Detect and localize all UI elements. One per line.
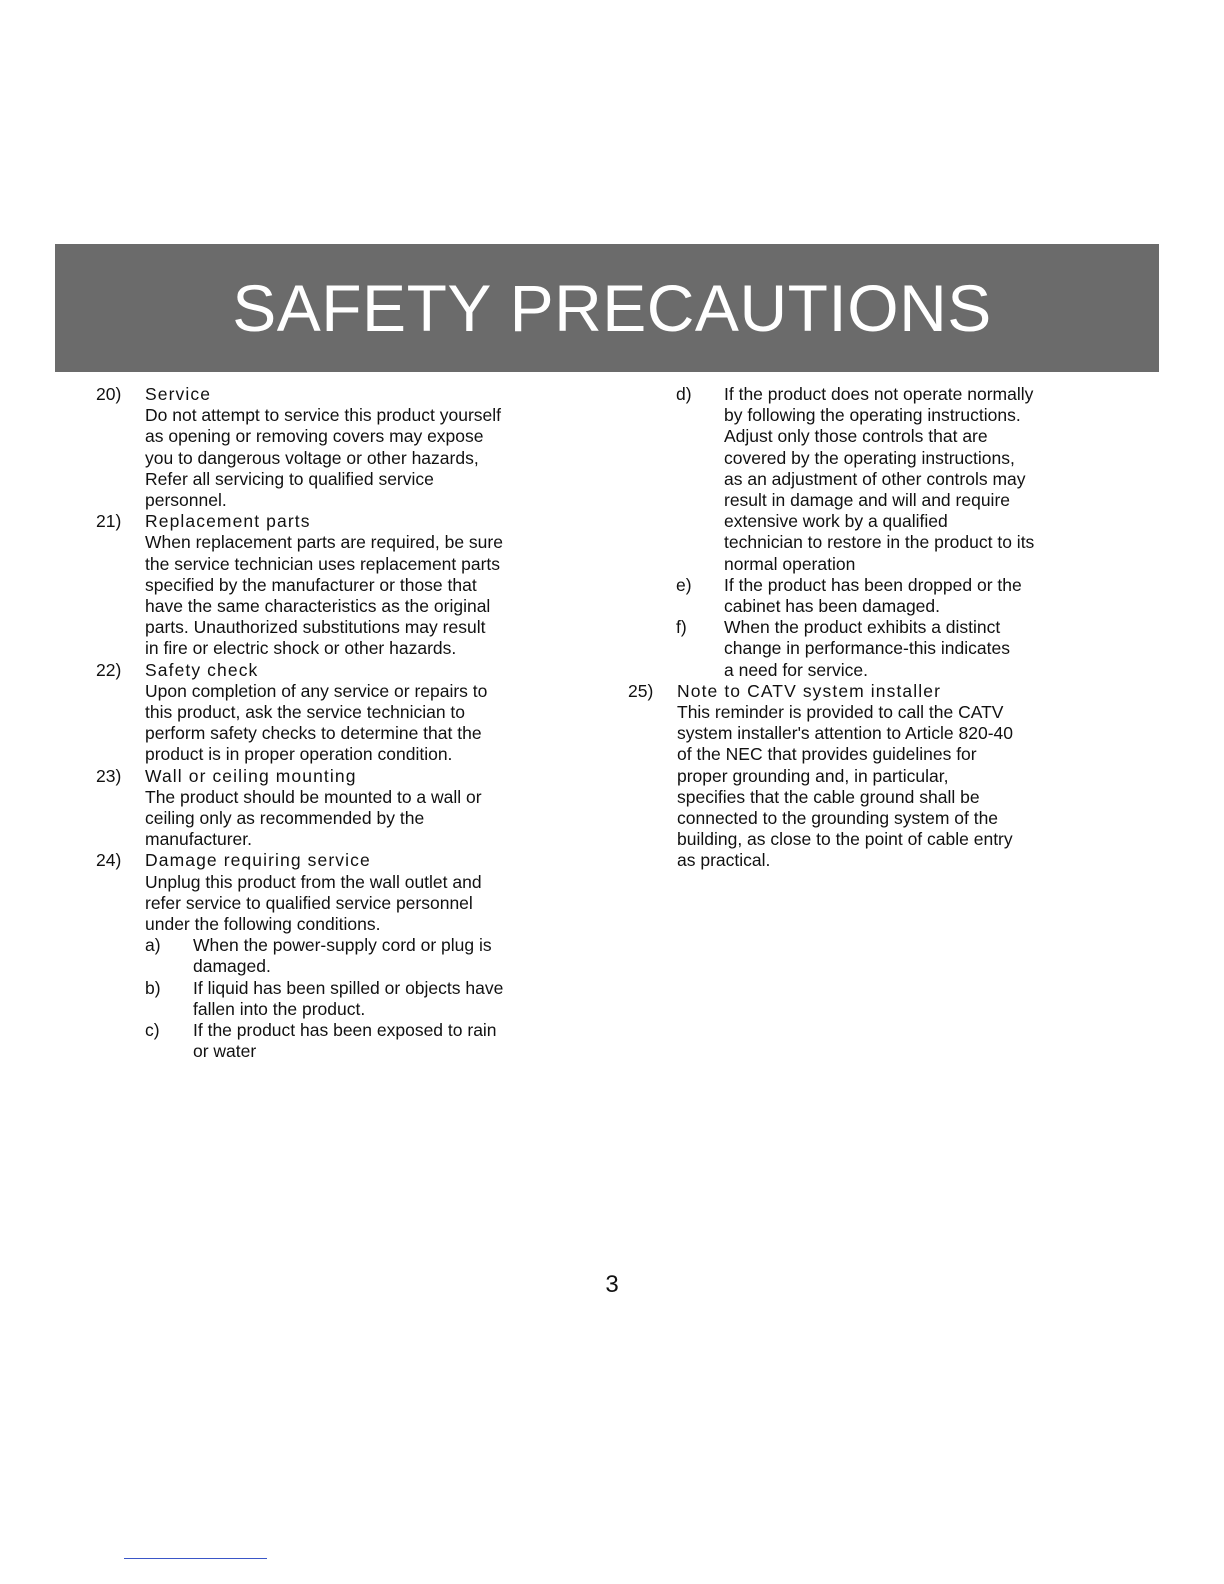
sub-item-text: If liquid has been spilled or objects have fallen into the product. [193,977,504,1019]
sub-item-letter: c) [145,1020,160,1041]
page-title: SAFETY PRECAUTIONS [232,271,992,345]
list-item [96,766,616,851]
sub-item-text: If the product does not operate normally by following the operating instructions. Adjust only those controls that are covered by the operating instructions, as an adjustment of other controls may result in damage and will and require extensive work by a qualified technician to restore in the product to its normal operation [724,384,1035,574]
sub-item [676,384,1128,575]
continued-sub-items [628,384,1128,681]
footer-divider [124,1558,267,1559]
sub-item [145,935,616,977]
item-number: 25) [628,680,654,701]
sub-item-text: If the product has been exposed to rain or water [193,1020,497,1062]
sub-item [676,575,1128,617]
item-number: 20) [96,384,122,404]
item-text: This reminder is provided to call the CATV system installer's attention to Article 820-40 of the NEC that provides guidelines for proper grounding and, in particular, specifies that the cable ground shall be connected to the grounding system of the building, as close to the point of cable entry as practical. [677,702,1014,871]
item-title: Replacement parts [145,511,311,532]
item-text: Unplug this product from the wall outlet and refer service to qualified service personnel under the following conditions. [145,871,482,935]
item-title: Service [145,384,212,404]
list-item [96,384,616,511]
list-item [96,660,616,766]
sub-item-letter: d) [676,384,692,404]
list-item [96,511,616,659]
item-title: Wall or ceiling mounting [145,765,357,786]
sub-item-text: When the power-supply cord or plug is damaged. [193,935,492,977]
item-text: Upon completion of any service or repairs to this product, ask the service technician to perform safety checks to determine that the product is in proper operation condition. [145,680,488,765]
left-column [96,384,616,1063]
item-title: Note to CATV system installer [677,680,942,701]
sub-item [676,617,1128,681]
sub-item-text: When the product exhibits a distinct change in performance-this indicates a need for service. [724,617,1010,680]
item-title: Damage requiring service [145,850,371,871]
list-item [96,850,616,1062]
sub-item [145,1020,616,1062]
item-title: Safety check [145,659,259,680]
item-text: The product should be mounted to a wall or ceiling only as recommended by the manufacturer. [145,786,482,850]
item-text: Do not attempt to service this product yourself as opening or removing covers may expose you to dangerous voltage or other hazards, Refer all servicing to qualified service personnel. [145,405,501,511]
item-number: 23) [96,765,122,786]
page-number: 3 [605,1271,619,1298]
item-number: 24) [96,850,122,871]
right-column [628,384,1128,872]
item-number: 21) [96,511,122,532]
sub-item-letter: a) [145,935,161,956]
sub-item-letter: f) [676,617,687,638]
sub-item-letter: e) [676,574,692,595]
sub-item [145,978,616,1020]
sub-item-text: If the product has been dropped or the cabinet has been damaged. [724,574,1022,617]
item-number: 22) [96,659,122,680]
sub-item-letter: b) [145,977,161,998]
list-item [628,681,1128,872]
item-text: When replacement parts are required, be sure the service technician uses replacement parts specified by the manufacturer or those that have the same characteristics as the original parts. Unauthorized substitutions may result in fire or electric shock or other hazards. [145,532,503,659]
